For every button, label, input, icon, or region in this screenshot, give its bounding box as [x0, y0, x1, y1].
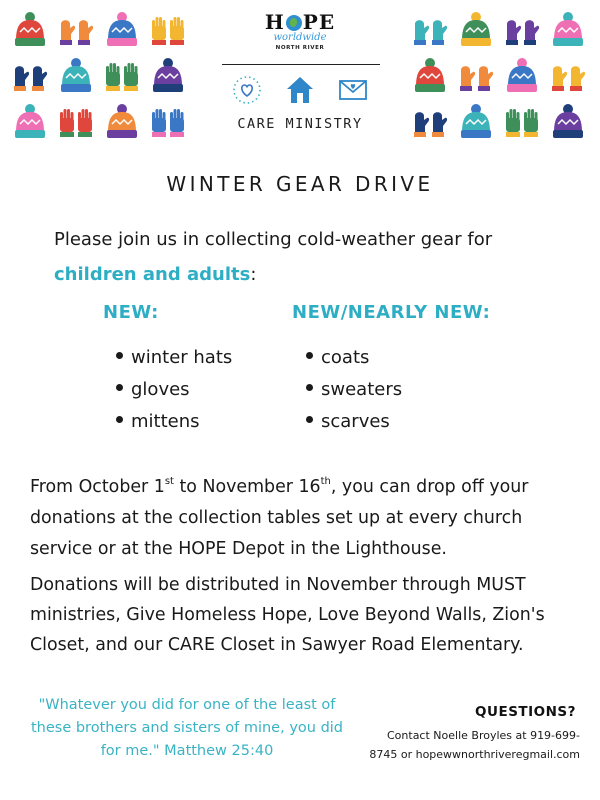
beanie-icon — [102, 102, 142, 142]
beanie-icon — [10, 10, 50, 50]
hope-worldwide-logo — [220, 12, 380, 53]
mittens-icon — [546, 54, 590, 98]
new-items-list — [116, 342, 232, 438]
gloves-icon — [500, 100, 544, 144]
logo-chapter: NORTH RIVER — [275, 45, 325, 51]
list-item — [116, 374, 232, 406]
gloves-icon — [54, 100, 98, 144]
beanie-icon — [146, 54, 190, 98]
nearly-new-items-list — [306, 342, 402, 438]
questions-heading: QUESTIONS? — [475, 704, 576, 720]
gloves-icon — [102, 56, 142, 96]
dropoff-text-3: , you can drop off your donations at the collection tables set up at every church service or at the HOPE Depot in the Lighthouse. — [30, 477, 529, 559]
care-ministry-title: CARE MINISTRY — [237, 116, 363, 132]
beanie-icon — [8, 8, 52, 52]
heart-circle-icon — [230, 74, 264, 106]
list-item-label: scarves — [321, 411, 390, 432]
beanie-icon — [454, 8, 498, 52]
right-clipart — [408, 8, 590, 144]
gloves-icon — [148, 102, 188, 142]
mittens-icon — [548, 56, 588, 96]
beanie-icon — [56, 56, 96, 96]
mittens-icon — [410, 10, 450, 50]
beanie-icon — [456, 10, 496, 50]
mittens-icon — [54, 8, 98, 52]
mittens-icon — [500, 8, 544, 52]
list-item — [116, 406, 232, 438]
envelope-heart-icon — [336, 74, 370, 106]
logo-letter-h: H — [264, 10, 285, 34]
gloves-icon — [148, 10, 188, 50]
beanie-icon — [10, 102, 50, 142]
bullet-icon — [306, 352, 313, 359]
gloves-icon — [502, 102, 542, 142]
dropoff-text-1: From October 1 — [30, 477, 165, 497]
mittens-icon — [8, 54, 52, 98]
distribution-paragraph: Donations will be distributed in November through MUST ministries, Give Homeless Hope, Love Beyond Walls, Zion's Closet, and our CARE Closet in Sawyer Road Elementary. — [30, 575, 545, 655]
list-item-label: gloves — [131, 379, 190, 400]
bullet-icon — [306, 384, 313, 391]
intro-text — [54, 222, 574, 292]
list-item-label: coats — [321, 347, 370, 368]
mittens-icon — [410, 102, 450, 142]
mittens-icon — [56, 10, 96, 50]
gloves-icon — [146, 8, 190, 52]
list-item — [306, 374, 402, 406]
dropoff-text-2: to November 16 — [173, 477, 321, 497]
logo-tagline: worldwide — [273, 32, 327, 43]
new-heading: NEW: — [103, 302, 159, 323]
beanie-icon — [8, 100, 52, 144]
left-clipart — [8, 8, 190, 144]
beanie-icon — [54, 54, 98, 98]
contact-info: Contact Noelle Broyles at 919-699-8745 or hopewwnorthriveregmail.com — [369, 729, 580, 761]
mittens-icon — [408, 8, 452, 52]
beanie-icon — [546, 8, 590, 52]
beanie-icon — [100, 8, 144, 52]
intro-sentence: Please join us in collecting cold-weather gear for — [54, 229, 493, 250]
intro-highlight: children and adults — [54, 264, 251, 285]
beanie-icon — [102, 10, 142, 50]
intro-colon: : — [250, 264, 257, 285]
globe-icon — [286, 15, 302, 31]
mittens-icon — [502, 10, 542, 50]
logo-letters-pe: PE — [302, 10, 336, 34]
beanie-icon — [148, 56, 188, 96]
beanie-icon — [548, 10, 588, 50]
mittens-icon — [408, 100, 452, 144]
beanie-icon — [548, 102, 588, 142]
house-icon — [283, 74, 317, 106]
gloves-icon — [56, 102, 96, 142]
beanie-icon — [546, 100, 590, 144]
beanie-icon — [500, 54, 544, 98]
nearly-new-heading: NEW/NEARLY NEW: — [292, 302, 491, 323]
dropoff-paragraph — [30, 472, 578, 565]
list-item — [306, 406, 402, 438]
beanie-icon — [410, 56, 450, 96]
care-icons — [230, 72, 370, 108]
beanie-icon — [454, 100, 498, 144]
dropoff-sup-1: st — [164, 476, 174, 487]
mittens-icon — [456, 56, 496, 96]
beanie-icon — [502, 56, 542, 96]
header — [0, 0, 600, 150]
beanie-icon — [408, 54, 452, 98]
list-item-label: winter hats — [131, 347, 233, 368]
gloves-icon — [100, 54, 144, 98]
beanie-icon — [456, 102, 496, 142]
bullet-icon — [116, 416, 123, 423]
mittens-icon — [10, 56, 50, 96]
list-item-label: mittens — [131, 411, 200, 432]
list-item-label: sweaters — [321, 379, 403, 400]
scripture-quote: "Whatever you did for one of the least of these brothers and sisters of mine, you did for me." Matthew 25:40 — [30, 697, 344, 759]
bullet-icon — [116, 384, 123, 391]
mittens-icon — [454, 54, 498, 98]
bullet-icon — [306, 416, 313, 423]
dropoff-sup-2: th — [320, 476, 331, 487]
page-title: WINTER GEAR DRIVE — [166, 172, 434, 196]
list-item — [116, 342, 232, 374]
gloves-icon — [146, 100, 190, 144]
beanie-icon — [100, 100, 144, 144]
list-item — [306, 342, 402, 374]
header-divider — [222, 64, 380, 65]
bullet-icon — [116, 352, 123, 359]
